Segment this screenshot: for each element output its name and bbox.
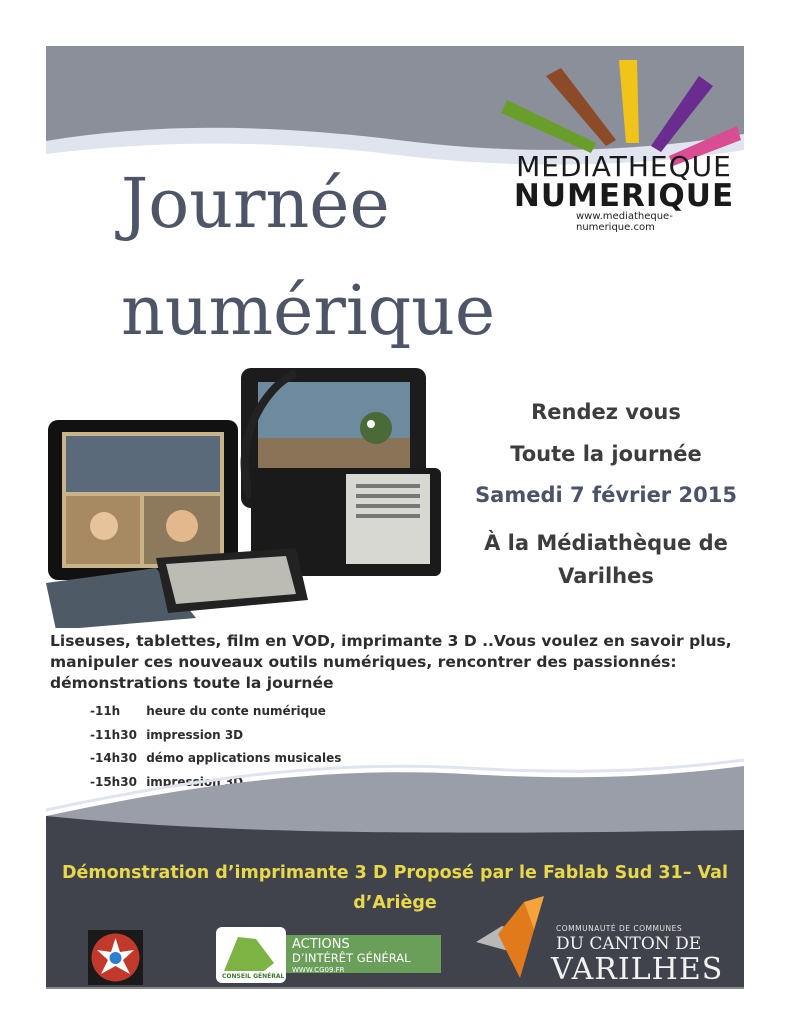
- actions-sub: CONSEIL GÉNÉRAL: [222, 973, 285, 980]
- event-line2: Toute la journée: [510, 442, 702, 466]
- canton-line2: DU CANTON DE: [556, 934, 702, 954]
- actions-line1: ACTIONS: [292, 937, 350, 952]
- event-date: Samedi 7 février 2015: [475, 483, 737, 507]
- banner-line1: Démonstration d’imprimante 3 D Proposé par le Fablab Sud 31– Val: [62, 863, 728, 883]
- bottom-divider: [46, 987, 744, 989]
- logo-title-line2: NUMERIQUE: [513, 178, 735, 214]
- schedule-time: -11h30: [90, 728, 137, 742]
- canton-line3: VARILHES: [551, 952, 724, 987]
- description-line2: manipuler ces nouveaux outils numériques, rencontrer des passionnés:: [50, 653, 677, 671]
- headline-line2: numérique: [121, 272, 496, 351]
- banner-line2: d’Ariège: [353, 893, 437, 913]
- description-line3: démonstrations toute la journée: [50, 674, 334, 692]
- description: [50, 631, 740, 694]
- schedule-label: impression 3D: [146, 775, 244, 789]
- poster: [46, 46, 744, 988]
- schedule-label: démo applications musicales: [146, 751, 342, 765]
- actions-line2: D’INTÉRÊT GÉNÉRAL: [292, 951, 411, 965]
- actions-interet-general-logo: [216, 927, 441, 983]
- schedule-item: [90, 704, 326, 718]
- schedule-time: -11h: [90, 704, 121, 718]
- actions-site: WWW.CG09.FR: [292, 966, 345, 974]
- logo-title-line1: MEDIATHEQUE: [516, 150, 732, 183]
- ariege-badge-logo: [88, 930, 143, 985]
- schedule-label: heure du conte numérique: [146, 704, 326, 718]
- logo-url: www.mediatheque-numerique.com: [576, 211, 673, 233]
- event-place-line1: À la Médiathèque de: [484, 531, 728, 555]
- event-place-line2: Varilhes: [558, 564, 654, 588]
- schedule-time: -14h30: [90, 751, 137, 765]
- schedule-label: impression 3D: [146, 728, 244, 742]
- event-line1: Rendez vous: [531, 400, 681, 424]
- logo-ray-yellow: [619, 60, 639, 143]
- logo-ray-purple: [651, 76, 713, 152]
- headline-line1: Journée: [121, 165, 390, 244]
- canton-line1: COMMUNAUTÉ DE COMMUNES: [556, 924, 683, 933]
- schedule-item: [90, 728, 243, 742]
- devices-illustration: [46, 368, 446, 628]
- description-line1: Liseuses, tablettes, film en VOD, imprimante 3 D ..Vous voulez en savoir plus,: [50, 632, 732, 650]
- schedule-time: -15h30: [90, 775, 137, 789]
